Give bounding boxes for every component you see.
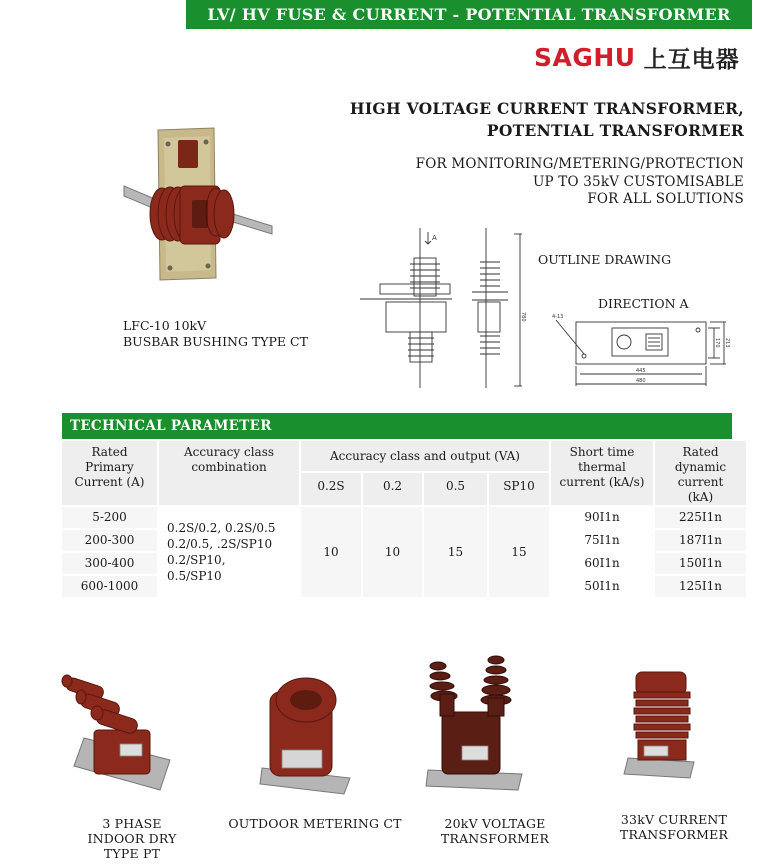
row-current: 5-200 bbox=[62, 507, 157, 528]
drawing-dim-height: 780 bbox=[520, 312, 526, 322]
drawing-marker-a: A bbox=[432, 234, 437, 242]
taglines bbox=[416, 156, 744, 209]
combination-line: 0.5/SP10 bbox=[167, 569, 222, 583]
row-thermal: 90I1n bbox=[551, 507, 653, 528]
header-short-time-thermal: Short time thermal current (kA/s) bbox=[551, 441, 653, 505]
lfc10-caption-line-2: BUSBAR BUSHING TYPE CT bbox=[123, 334, 308, 349]
direction-a-label: DIRECTION A bbox=[598, 296, 689, 311]
combination-line: 0.2S/0.2, 0.2S/0.5 bbox=[167, 521, 276, 535]
drawing-dim-outer-width: 480 bbox=[636, 378, 646, 384]
row-thermal: 60I1n bbox=[551, 553, 653, 574]
product-caption-line: TYPE PT bbox=[103, 846, 161, 861]
tagline-3: FOR ALL SOLUTIONS bbox=[587, 191, 744, 207]
header-accuracy-combination: Accuracy class combination bbox=[159, 441, 299, 505]
tagline-2: UP TO 35kV CUSTOMISABLE bbox=[532, 173, 744, 190]
product-caption-line: 3 PHASE bbox=[102, 816, 162, 831]
accuracy-combination-cell bbox=[159, 507, 299, 597]
lfc10-caption bbox=[123, 318, 308, 350]
header-class-0.2: 0.2 bbox=[363, 473, 422, 505]
drawing-dim-inner-width: 445 bbox=[636, 368, 646, 374]
technical-parameter-title: TECHNICAL PARAMETER bbox=[62, 413, 732, 439]
lfc10-caption-line-1: LFC-10 10kV bbox=[123, 318, 207, 333]
product-caption-metering-ct bbox=[228, 816, 402, 831]
row-current: 300-400 bbox=[62, 553, 157, 574]
output-0.2s: 10 bbox=[301, 507, 361, 597]
outline-drawing-label: OUTLINE DRAWING bbox=[538, 252, 672, 267]
combination-line: 0.2/0.5, .2S/SP10 bbox=[167, 537, 273, 551]
technical-parameter-table bbox=[62, 441, 732, 597]
product-caption-line: 33kV CURRENT bbox=[620, 812, 728, 827]
row-dynamic: 150I1n bbox=[655, 553, 746, 574]
drawing-dim-hole: 4-13 bbox=[552, 314, 564, 320]
drawing-dim-outer-height: 213 bbox=[724, 338, 730, 348]
direction-a-drawing bbox=[550, 312, 728, 392]
header-class-sp10: SP10 bbox=[489, 473, 549, 505]
outline-drawing-front-side bbox=[358, 226, 530, 392]
brand-name-latin: SAGHU bbox=[534, 42, 636, 72]
header-accuracy-output: Accuracy class and output (VA) bbox=[301, 441, 549, 471]
row-current: 200-300 bbox=[62, 530, 157, 551]
outdoor-metering-ct-photo bbox=[258, 674, 362, 796]
headline-line-1: HIGH VOLTAGE CURRENT TRANSFORMER, bbox=[349, 99, 744, 118]
row-thermal: 75I1n bbox=[551, 530, 653, 551]
product-caption-3phase-pt bbox=[78, 816, 186, 861]
header-class-0.5: 0.5 bbox=[424, 473, 487, 505]
output-sp10: 15 bbox=[489, 507, 549, 597]
product-caption-line: INDOOR DRY bbox=[87, 831, 177, 846]
row-dynamic: 187I1n bbox=[655, 530, 746, 551]
technical-parameter-section bbox=[62, 413, 732, 597]
output-0.5: 15 bbox=[424, 507, 487, 597]
output-0.2: 10 bbox=[363, 507, 422, 597]
current-transformer-33kv-photo bbox=[624, 662, 708, 780]
header-class-0.2s: 0.2S bbox=[301, 473, 361, 505]
voltage-transformer-20kv-photo bbox=[426, 654, 530, 794]
product-caption-line: TRANSFORMER bbox=[440, 831, 550, 846]
drawing-dim-inner-height: 170 bbox=[714, 338, 720, 348]
lfc10-ct-photo bbox=[120, 128, 280, 288]
header-rated-dynamic: Rated dynamic current (kA) bbox=[655, 441, 746, 505]
page-headline bbox=[350, 98, 744, 142]
row-thermal: 50I1n bbox=[551, 576, 653, 597]
headline-line-2: POTENTIAL TRANSFORMER bbox=[486, 121, 744, 140]
row-dynamic: 125I1n bbox=[655, 576, 746, 597]
tagline-1: FOR MONITORING/METERING/PROTECTION bbox=[415, 156, 744, 172]
row-dynamic: 225I1n bbox=[655, 507, 746, 528]
row-current: 600-1000 bbox=[62, 576, 157, 597]
combination-line: 0.2/SP10, bbox=[167, 553, 226, 567]
product-caption-line: OUTDOOR METERING CT bbox=[228, 816, 402, 831]
product-caption-line: 20kV VOLTAGE bbox=[444, 816, 546, 831]
header-rated-primary: Rated Primary Current (A) bbox=[62, 441, 157, 505]
product-caption-line: TRANSFORMER bbox=[619, 827, 729, 842]
header-title-bar: LV/ HV FUSE & CURRENT - POTENTIAL TRANSFORMER bbox=[186, 0, 752, 29]
brand-logo bbox=[534, 42, 740, 72]
product-caption-20kv-vt bbox=[440, 816, 550, 846]
three-phase-pt-photo bbox=[60, 668, 180, 792]
product-caption-33kv-ct bbox=[618, 812, 730, 842]
brand-name-cjk: 上互电器 bbox=[643, 46, 740, 73]
